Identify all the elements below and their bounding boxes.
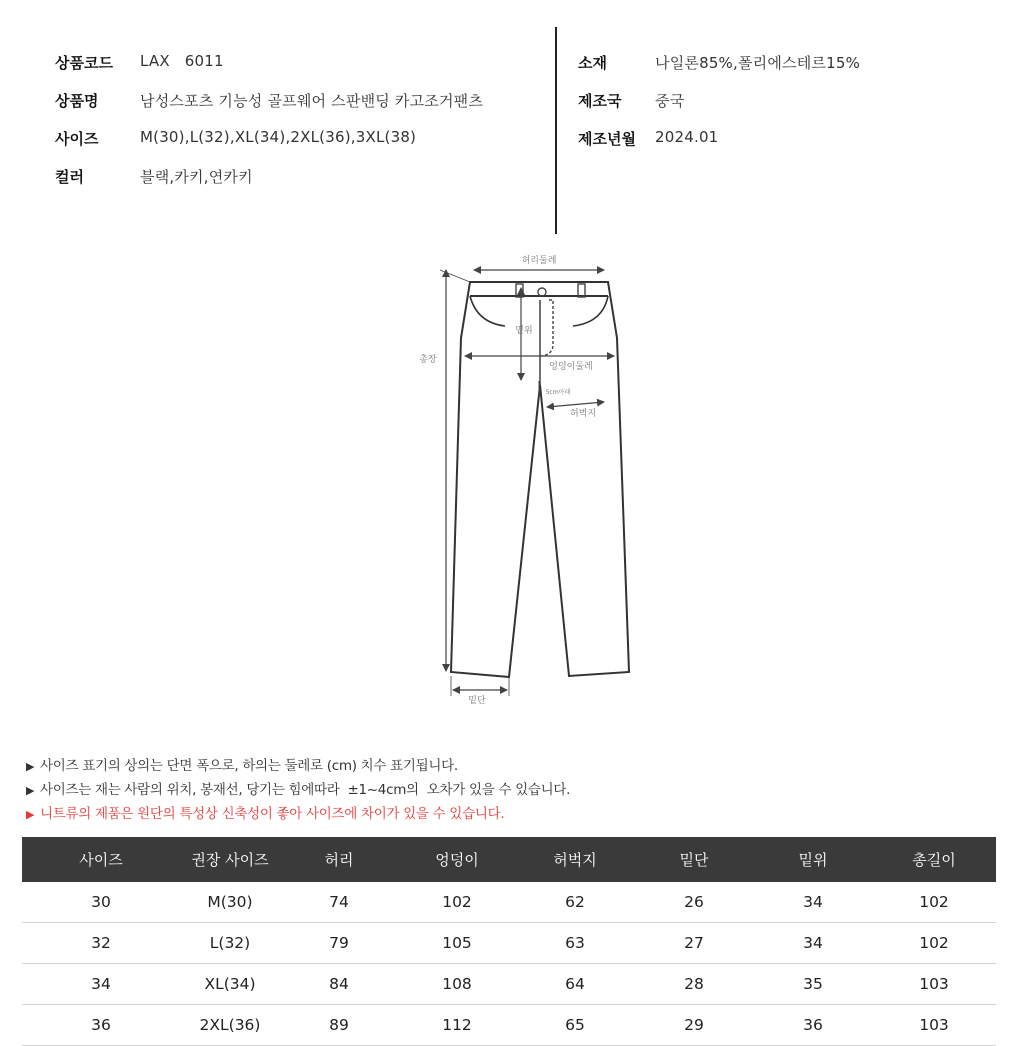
info-value: 중국 (655, 92, 685, 110)
table-cell: 64 (516, 964, 634, 1005)
table-cell: 34 (22, 964, 180, 1005)
table-cell: 112 (398, 1005, 516, 1046)
label-waist: 허리둘레 (521, 256, 557, 266)
table-cell: 29 (634, 1005, 754, 1046)
info-value: M(30),L(32),XL(34),2XL(36),3XL(38) (140, 128, 417, 146)
info-label: 컬러 (55, 168, 84, 186)
info-value: 2024.01 (655, 128, 719, 146)
table-cell: 102 (398, 882, 516, 923)
label-hem: 밑단 (468, 696, 486, 706)
table-cell: 103 (872, 1005, 996, 1046)
table-cell: M(30) (180, 882, 280, 923)
info-row-color (55, 166, 483, 204)
column-header: 권장 사이즈 (180, 837, 280, 882)
column-header: 사이즈 (22, 837, 180, 882)
column-header: 밑단 (634, 837, 754, 882)
label-hip: 엉덩이둘레 (549, 362, 593, 372)
product-info-left (55, 52, 483, 204)
table-cell: 34 (754, 882, 872, 923)
info-label: 상품코드 (55, 54, 113, 72)
table-row (22, 923, 996, 964)
table-cell: 27 (634, 923, 754, 964)
info-value: 나일론85%,폴리에스테르15% (655, 54, 861, 72)
info-label: 사이즈 (55, 130, 99, 148)
table-cell: 84 (280, 964, 398, 1005)
table-cell: 105 (398, 923, 516, 964)
label-rise: 밑위 (515, 326, 533, 336)
info-row-material (578, 52, 860, 90)
table-cell: 65 (516, 1005, 634, 1046)
table-cell: 108 (398, 964, 516, 1005)
measurement-lines (440, 270, 614, 696)
waistband-details (516, 284, 585, 356)
info-row-size (55, 128, 483, 166)
info-value: LAX 6011 (140, 52, 224, 70)
table-cell: 36 (22, 1005, 180, 1046)
info-row-name (55, 90, 483, 128)
column-header: 밑위 (754, 837, 872, 882)
table-cell: 34 (754, 923, 872, 964)
table-row (22, 964, 996, 1005)
table-cell: 102 (872, 882, 996, 923)
label-crotch-note: 5cm아래 (545, 389, 571, 396)
table-row (22, 882, 996, 923)
info-value: 블랙,카키,연카키 (140, 168, 253, 186)
info-row-code (55, 52, 483, 90)
note-item-warning: ▶ 니트류의 제품은 원단의 특성상 신축성이 좋아 사이즈에 차이가 있을 수 있습니다. (26, 804, 570, 828)
table-cell: 102 (872, 923, 996, 964)
arrow-icon: ▶ (26, 808, 35, 821)
note-item: ▶ 사이즈 표기의 상의는 단면 폭으로, 하의는 둘레로 (cm) 치수 표기됩니다. (26, 756, 570, 780)
note-item: ▶ 사이즈는 재는 사람의 위치, 봉재선, 당기는 힘에따라 ±1~4cm의 오차가 있을 수 있습니다. (26, 780, 570, 804)
arrow-icon: ▶ (26, 784, 35, 797)
column-header: 허벅지 (516, 837, 634, 882)
table-cell: 35 (754, 964, 872, 1005)
vertical-divider (555, 27, 557, 234)
table-cell: XL(34) (180, 964, 280, 1005)
label-thigh: 허벅지 (569, 409, 597, 419)
measurement-labels (419, 254, 596, 706)
info-label: 소재 (578, 54, 607, 72)
table-cell: 62 (516, 882, 634, 923)
column-header: 엉덩이 (398, 837, 516, 882)
info-row-country (578, 90, 860, 128)
table-cell: 103 (872, 964, 996, 1005)
info-label: 제조국 (578, 92, 622, 110)
table-row (22, 1005, 996, 1046)
table-cell: 30 (22, 882, 180, 923)
info-label: 제조년월 (578, 130, 636, 148)
table-cell: 32 (22, 923, 180, 964)
info-label: 상품명 (55, 92, 99, 110)
table-header-row (22, 837, 996, 882)
info-row-date (578, 128, 860, 166)
table-cell: 26 (634, 882, 754, 923)
table-cell: 74 (280, 882, 398, 923)
table-cell: 2XL(36) (180, 1005, 280, 1046)
table-cell: 89 (280, 1005, 398, 1046)
label-total-length: 총장 (419, 355, 437, 365)
column-header: 허리 (280, 837, 398, 882)
info-value: 남성스포츠 기능성 골프웨어 스판밴딩 카고조거팬츠 (140, 92, 484, 110)
pants-outline (451, 282, 629, 677)
column-header: 총길이 (872, 837, 996, 882)
arrow-icon: ▶ (26, 760, 35, 773)
product-info-right (578, 52, 860, 166)
table-cell: 63 (516, 923, 634, 964)
table-cell: 36 (754, 1005, 872, 1046)
size-chart-table (22, 837, 996, 1046)
table-cell: 79 (280, 923, 398, 964)
table-cell: L(32) (180, 923, 280, 964)
table-cell: 28 (634, 964, 754, 1005)
size-notes (26, 756, 570, 828)
